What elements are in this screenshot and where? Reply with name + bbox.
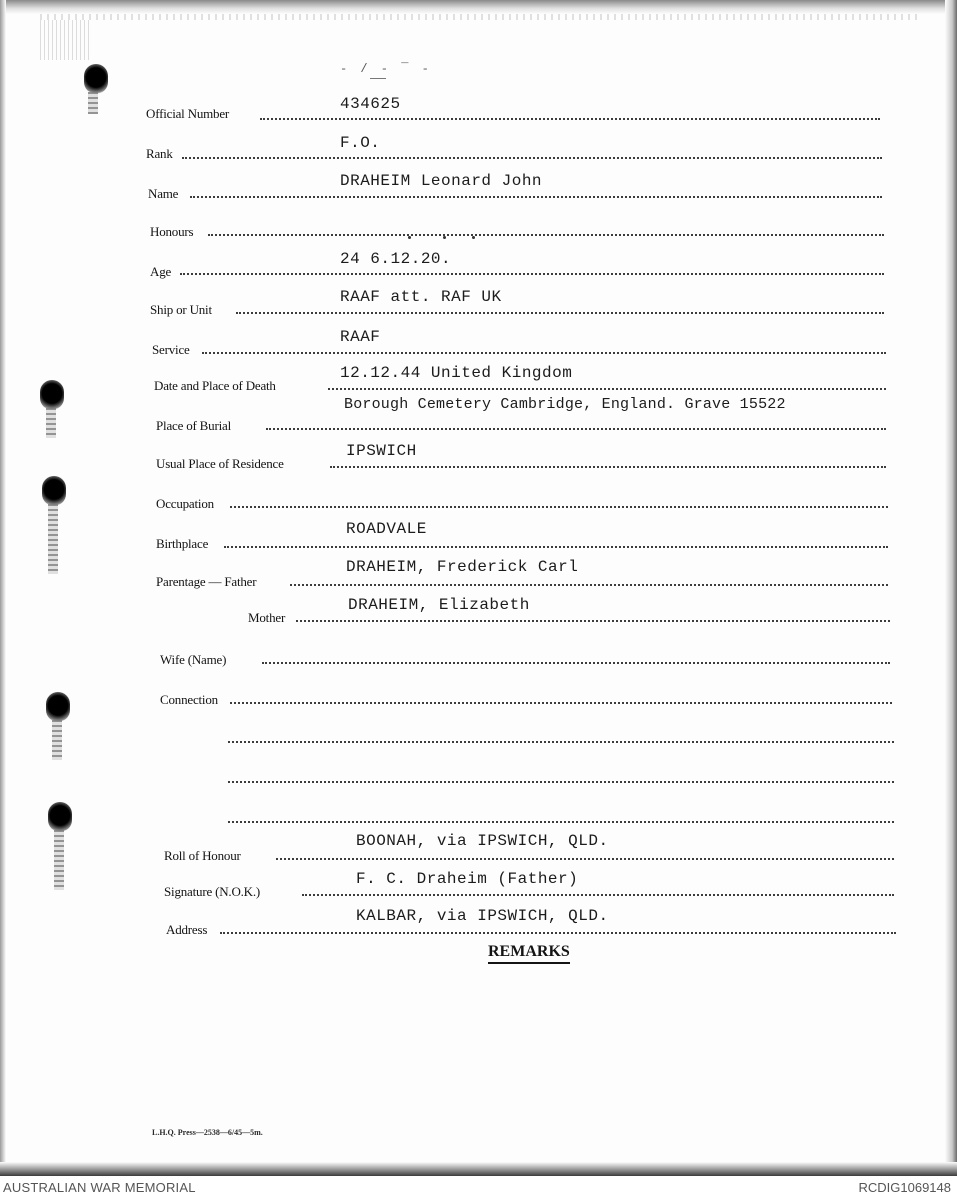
field-rule — [190, 196, 882, 198]
field-rule — [266, 428, 886, 430]
ink-speck — [443, 236, 446, 239]
field-value-roll-of-honour: BOONAH, via IPSWICH, QLD. — [356, 832, 609, 850]
field-label-place-of-burial: Place of Burial — [156, 418, 231, 433]
header-scribble: - / - ¯ - — [340, 62, 432, 76]
field-value-usual-residence: IPSWICH — [346, 442, 417, 460]
field-label-mother: Mother — [248, 610, 286, 625]
remarks-heading: REMARKS — [488, 943, 570, 964]
ink-speck — [408, 236, 411, 239]
field-rule — [330, 466, 886, 468]
field-rule — [236, 312, 884, 314]
field-label-rank: Rank — [146, 146, 173, 161]
archive-footer — [0, 1176, 957, 1200]
scan-edge-right — [945, 0, 957, 1170]
field-rule — [290, 584, 888, 586]
field-rule — [208, 234, 884, 236]
field-value-address: KALBAR, via IPSWICH, QLD. — [356, 907, 609, 925]
field-value-birthplace: ROADVALE — [346, 520, 427, 538]
field-label-signature: Signature (N.O.K.) — [164, 884, 261, 899]
field-rule — [230, 702, 892, 704]
field-rule — [296, 620, 890, 622]
field-value-date-place-of-death: 12.12.44 United Kingdom — [340, 364, 573, 382]
field-rule — [230, 506, 888, 508]
field-label-usual-residence: Usual Place of Residence — [156, 456, 284, 471]
field-rule — [262, 662, 890, 664]
field-value-name: DRAHEIM Leonard John — [340, 172, 543, 190]
punch-hole-icon — [84, 64, 108, 94]
field-label-father: Parentage — Father — [156, 574, 257, 589]
scan-edge-left — [0, 0, 6, 1170]
field-value-rank: F.O. — [340, 134, 381, 152]
printer-note: L.H.Q. Press—2538—6/45—5m. — [152, 1128, 263, 1137]
blank-rule — [228, 741, 894, 743]
punch-hole-streak — [48, 504, 58, 574]
field-label-occupation: Occupation — [156, 496, 214, 511]
blank-rule — [228, 821, 894, 823]
field-rule — [220, 932, 896, 934]
archive-name: AUSTRALIAN WAR MEMORIAL — [3, 1180, 196, 1195]
punch-hole-icon — [40, 380, 64, 410]
field-value-mother: DRAHEIM, Elizabeth — [348, 596, 530, 614]
punch-hole-icon — [42, 476, 66, 506]
field-rule — [180, 273, 884, 275]
field-value-age: 24 6.12.20. — [340, 250, 452, 268]
punch-hole-streak — [52, 720, 62, 760]
field-label-age: Age — [150, 264, 172, 279]
archive-item-id: RCDIG1069148 — [858, 1180, 951, 1195]
punch-hole-streak — [88, 92, 98, 114]
punch-hole-streak — [46, 408, 56, 438]
field-value-father: DRAHEIM, Frederick Carl — [346, 558, 579, 576]
scan-edge-top — [0, 0, 957, 14]
ink-speck — [472, 236, 475, 239]
field-value-signature: F. C. Draheim (Father) — [356, 870, 579, 888]
blank-rule — [228, 781, 894, 783]
field-label-date-place-of-death: Date and Place of Death — [154, 378, 276, 393]
field-rule — [328, 388, 886, 390]
field-label-birthplace: Birthplace — [156, 536, 209, 551]
punch-hole-streak — [54, 830, 64, 890]
punch-hole-icon — [46, 692, 70, 722]
field-label-wife: Wife (Name) — [160, 652, 227, 667]
field-rule — [182, 157, 882, 159]
field-label-address: Address — [166, 922, 208, 937]
field-value-ship-or-unit: RAAF att. RAF UK — [340, 288, 502, 306]
field-rule — [224, 546, 888, 548]
field-label-name: Name — [148, 186, 179, 201]
field-label-honours: Honours — [150, 224, 194, 239]
scan-edge-bottom — [0, 1162, 957, 1176]
field-rule — [260, 118, 880, 120]
header-scribble-stroke — [370, 78, 386, 79]
field-value-place-of-burial: Borough Cemetery Cambridge, England. Grave 15522 — [344, 396, 786, 413]
field-value-official-number: 434625 — [340, 95, 401, 113]
scan-grain — [40, 20, 90, 60]
punch-hole-icon — [48, 802, 72, 832]
field-rule — [302, 894, 894, 896]
scan-noise — [40, 14, 920, 20]
field-value-service: RAAF — [340, 328, 381, 346]
field-rule — [202, 352, 886, 354]
field-label-official-number: Official Number — [146, 106, 230, 121]
field-label-connection: Connection — [160, 692, 218, 707]
field-label-service: Service — [152, 342, 190, 357]
field-label-ship-or-unit: Ship or Unit — [150, 302, 212, 317]
field-label-roll-of-honour: Roll of Honour — [164, 848, 241, 863]
field-rule — [276, 858, 894, 860]
